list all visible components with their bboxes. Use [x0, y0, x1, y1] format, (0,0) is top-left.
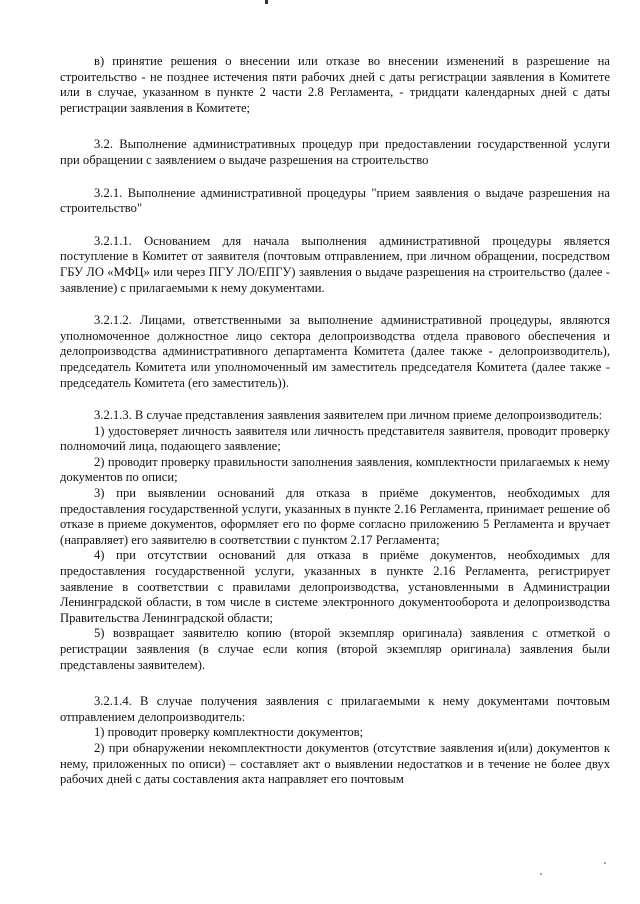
postal-list-item-2: 2) при обнаружении некомплектности документов (отсутствие заявления и(или) документов к нему, приложенных по описи) – составляет акт о выявлении недостатков и в течение не более двух рабочих дней с даты составления акта направляет его почтовым [60, 740, 610, 787]
paragraph-3-2-1-1: 3.2.1.1. Основанием для начала выполнения административной процедуры является поступление в Комитет от заявителя (почтовым отправлением, при личном обращении, посредством ГБУ ЛО «МФЦ» или через ПГУ ЛО/ЕПГУ) заявления о выдаче разрешения на строительство (далее - заявление) с прилагаемыми к нему документами. [60, 233, 610, 295]
scan-speck [540, 873, 542, 875]
list-item-2: 2) проводит проверку правильности заполнения заявления, комплектности прилагаемых к нему документов по описи; [60, 454, 610, 485]
scan-mark [265, 0, 268, 4]
section-3-2-heading: 3.2. Выполнение административных процедур при предоставлении государственной услуги при обращении с заявлением о выдаче разрешения на строительство [60, 137, 610, 167]
paragraph-v-decision-deadline: в) принятие решения о внесении или отказе во внесении изменений в разрешение на строительство - не позднее истечения пяти рабочих дней с даты регистрации заявления в Комитете или в случае, указанном в пункте 2 части 2.8 Регламента, - тридцати календарных дней с даты регистрации заявления в Комитете; [60, 54, 610, 115]
paragraph-3-2-1-4: 3.2.1.4. В случае получения заявления с прилагаемыми к нему документами почтовым отправлением делопроизводитель: [60, 694, 610, 724]
paragraph-3-2-1-2: 3.2.1.2. Лицами, ответственными за выполнение административной процедуры, являются уполномоченное должностное лицо сектора делопроизводства отдела правового обеспечения и делопроизводства административного департамента Комитета (далее также - делопроизводитель), председатель Комитета или уполномоченный им заместитель председателя Комитета (далее также - председатель Комитета (его заместитель)). [60, 313, 610, 390]
list-item-5: 5) возвращает заявителю копию (второй экземпляр оригинала) заявления с отметкой о регистрации заявления (в случае если копия (второй экземпляр оригинала) заявления были представлены заявителем). [60, 626, 610, 672]
list-item-1: 1) удостоверяет личность заявителя или личность представителя заявителя, проводит проверку полномочий лица, подающего заявление; [60, 423, 610, 454]
scan-speck [604, 862, 606, 864]
list-item-4: 4) при отсутствии оснований для отказа в приёме документов, необходимых для предоставления государственной услуги, указанных в пункте 2.16 Регламента, регистрирует заявление в соответствии с правилами делопроизводства, установленными в Администрации Ленинградской области, в том числе в системе электронного документооборота и делопроизводства Правительства Ленинградской области; [60, 548, 610, 625]
postal-list-item-1: 1) проводит проверку комплектности документов; [94, 725, 364, 740]
paragraph-3-2-1-3: 3.2.1.3. В случае представления заявления заявителем при личном приеме делопроизводитель: [94, 408, 603, 423]
section-3-2-1-heading: 3.2.1. Выполнение административной процедуры "прием заявления о выдаче разрешения на строительство" [60, 185, 610, 216]
list-item-3: 3) при выявлении оснований для отказа в приёме документов, необходимых для предоставления государственной услуги, указанных в пункте 2.16 Регламента, принимает решение об отказе в приеме документов, оформляет его по форме согласно приложению 5 Регламента и вручает (направляет) его заявителю в соответствии с пунктом 2.17 Регламента; [60, 486, 610, 547]
